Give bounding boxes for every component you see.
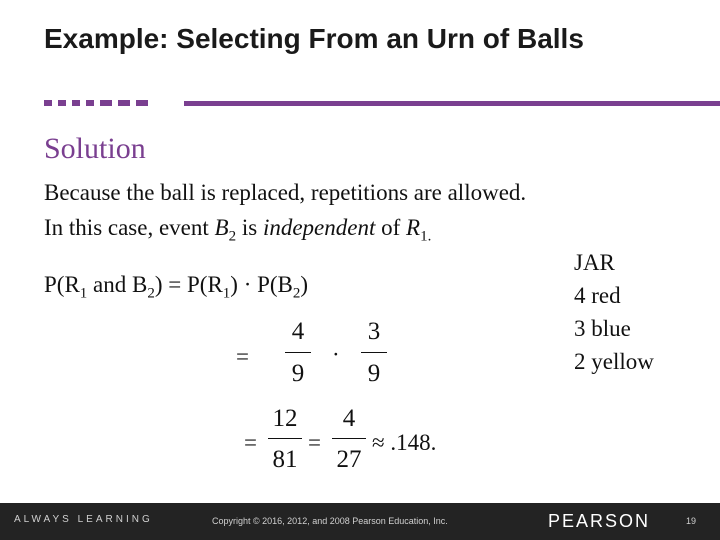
footer-tagline: ALWAYS LEARNING (14, 514, 153, 525)
fraction-numerator: 4 (291, 318, 305, 345)
equals-sign: = (236, 344, 249, 369)
body-line-1: Because the ball is replaced, repetitions are allowed. (44, 180, 527, 205)
body-line-2: In this case, event $B_2$ is independent of $R_{1.}$ (44, 215, 432, 245)
equals-sign: = (308, 430, 321, 455)
copyright-text: Copyright © 2016, 2012, and 2008 Pearson Education, Inc. (212, 516, 448, 526)
fraction-numerator: 12 (272, 405, 298, 432)
fraction-denominator: 81 (272, 446, 298, 473)
approx-result: ≈ .148. (372, 430, 437, 455)
jar-yellow: 2 yellow (574, 349, 654, 374)
fraction-numerator: 4 (342, 405, 356, 432)
jar-red: 4 red (574, 283, 621, 308)
slide-title: Example: Selecting From an Urn of Balls (44, 23, 584, 54)
footer-bar (0, 503, 720, 540)
fraction-denominator: 9 (291, 360, 305, 387)
multiply-dot: · (332, 342, 340, 367)
equals-sign: = (244, 430, 257, 455)
fraction-denominator: 9 (367, 360, 381, 387)
pearson-logo: PEARSON (548, 511, 651, 531)
jar-blue: 3 blue (574, 316, 631, 341)
jar-heading: JAR (574, 250, 615, 275)
section-heading: Solution (44, 132, 146, 165)
page-number: 19 (686, 516, 697, 526)
equation-line-1: $P(R_1$ and $B_2) = P(R_1) \cdot P(B_2)$ (44, 272, 309, 302)
fraction-numerator: 3 (367, 318, 381, 345)
jar-contents (574, 246, 654, 378)
fraction-denominator: 27 (336, 446, 362, 473)
title-divider (44, 100, 720, 106)
